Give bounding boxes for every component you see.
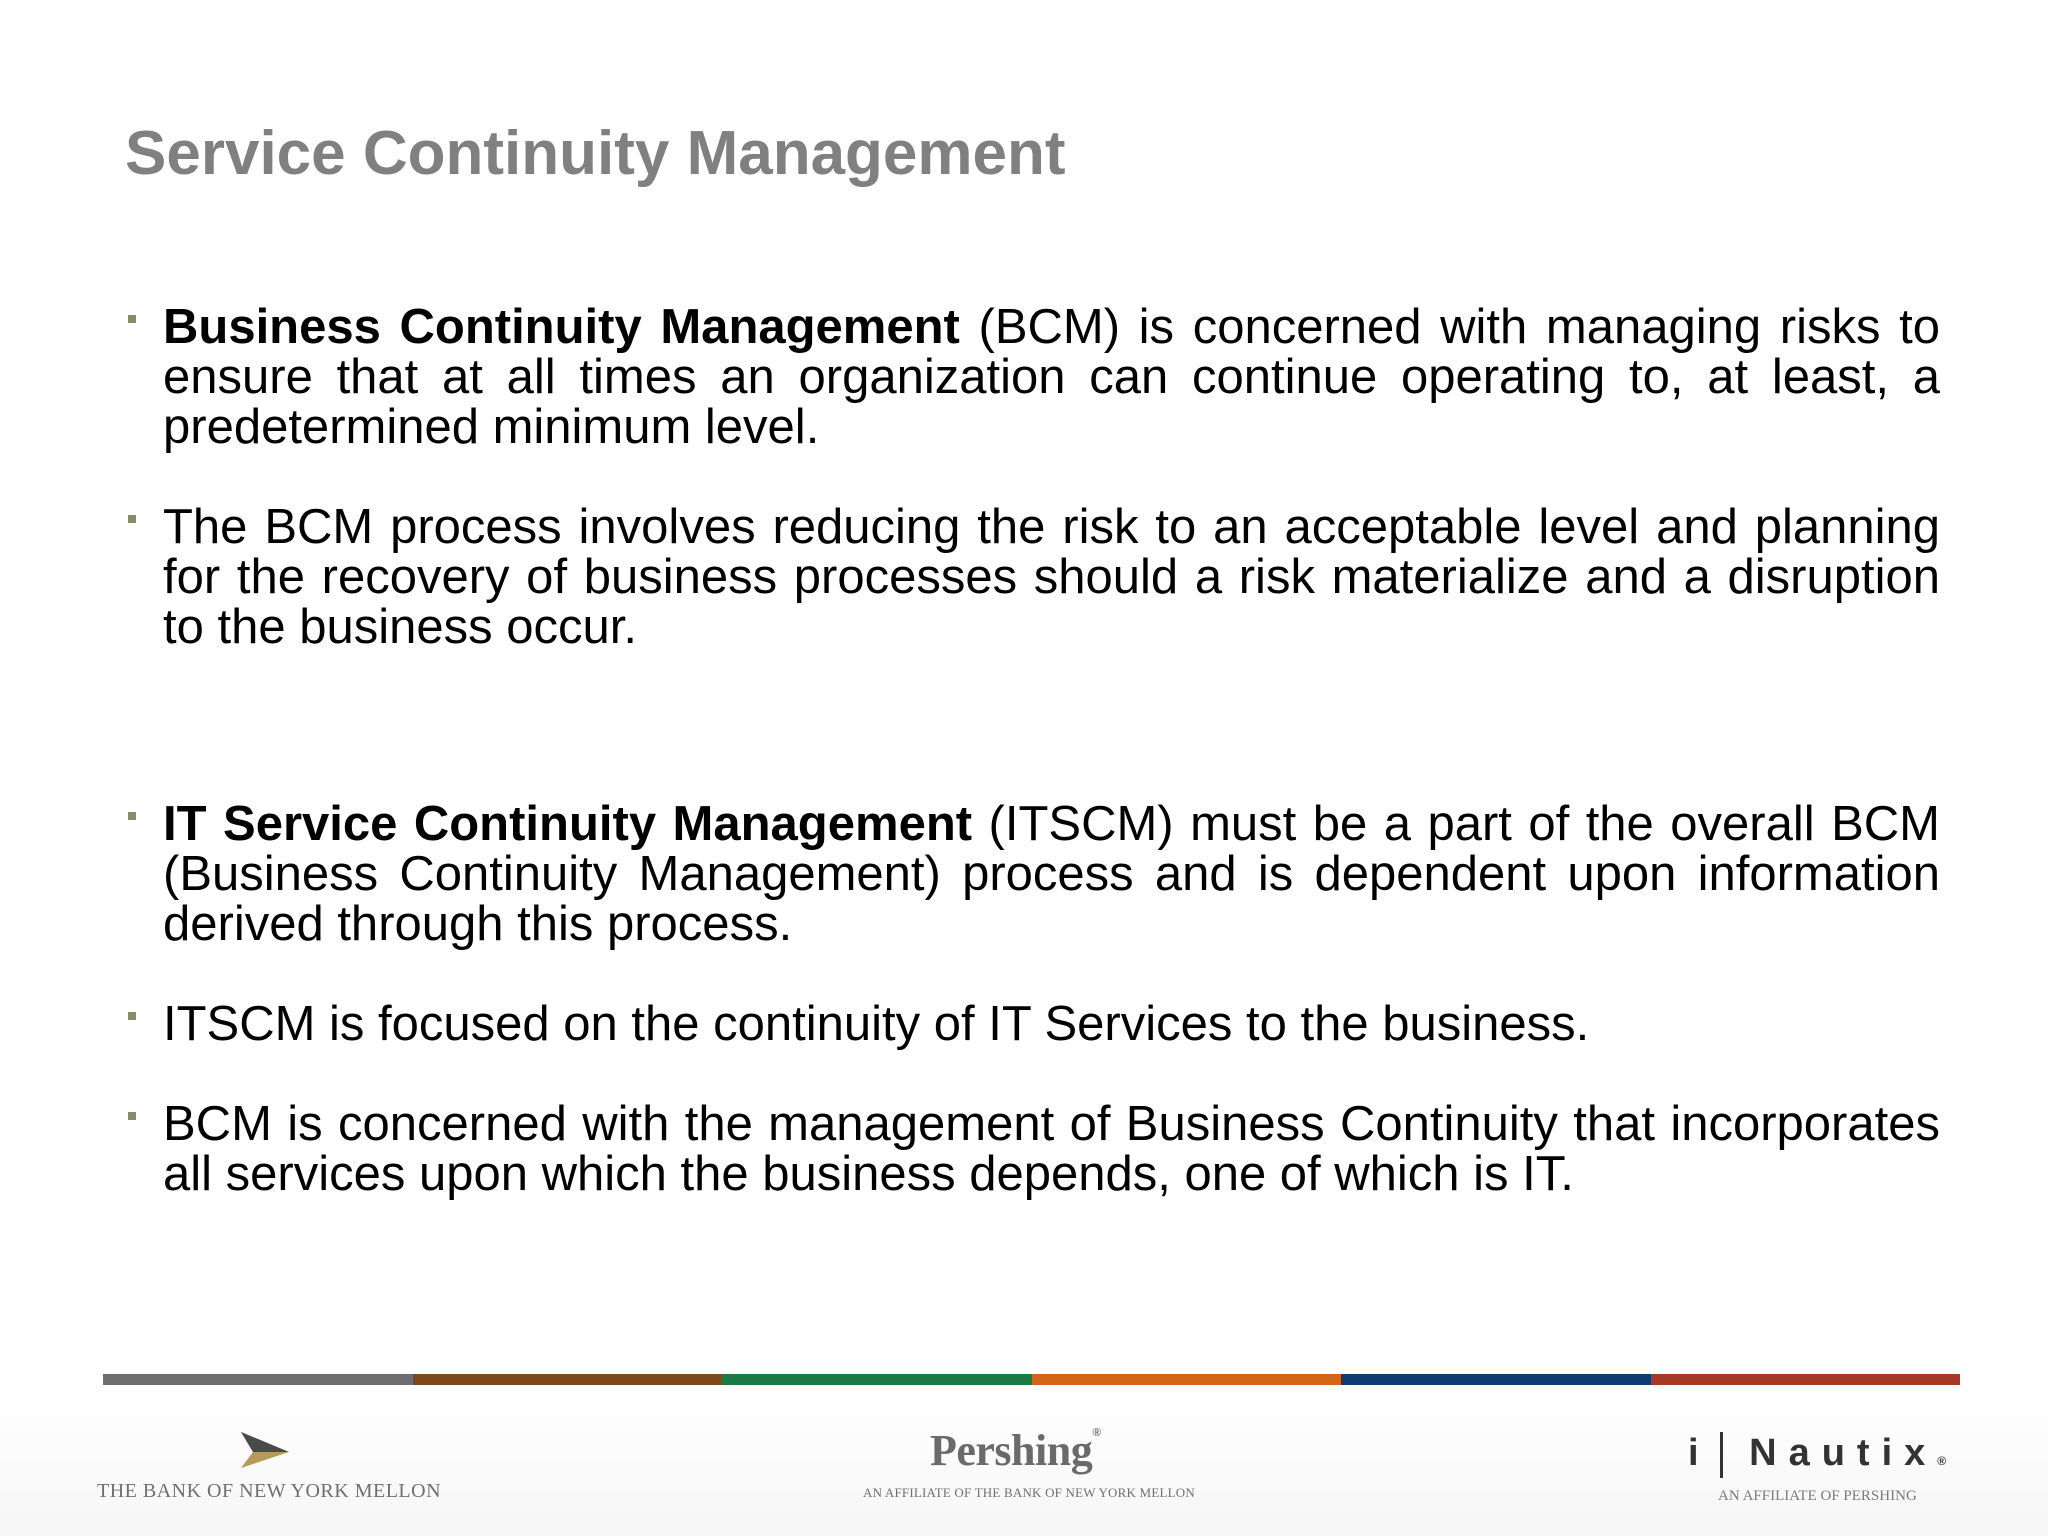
bnym-logo [97,1430,442,1510]
footer-bar-segment [1341,1374,1651,1385]
bnym-arrow-icon [237,1430,293,1470]
inautix-logo [1680,1432,1980,1512]
bullet-square-icon [128,1012,136,1020]
bullet-square-icon [128,515,136,523]
inautix-letter-i: i [1688,1432,1711,1474]
bullet-bold-term: IT Service Continuity Management [163,797,973,851]
footer-bar-segment [103,1374,413,1385]
bullet-item [125,302,1940,452]
bullet-text [163,797,1940,951]
pershing-tagline: AN AFFILIATE OF THE BANK OF NEW YORK MELLON [863,1485,1195,1500]
pershing-logo-text [930,1425,1101,1476]
bullet-group-bcm [125,302,1940,652]
footer-bar-segment [1032,1374,1342,1385]
pershing-logo [860,1425,1200,1515]
bullet-body: The BCM process involves reducing the risk to an acceptable level and planning for the recovery of business processes should a risk materialize and a disruption to the business occur. [163,500,1940,654]
bullet-item [125,999,1940,1049]
footer-color-bar [103,1374,1960,1385]
bullet-square-icon [128,1112,136,1120]
inautix-name: Nautix [1749,1432,1938,1474]
slide-title: Service Continuity Management [125,119,1066,188]
bullet-group-itscm [125,799,1940,1199]
bullet-text [163,300,1940,454]
pershing-registered-mark: ® [1092,1425,1101,1439]
bullet-body: (BCM) is concerned with managing risks to ensure that at all times an organization can continue operating to, at least, a predetermined minimum level. [163,300,1940,454]
footer-bar-segment [1651,1374,1961,1385]
bullet-square-icon [128,315,136,323]
bullet-body: BCM is concerned with the management of Business Continuity that incorporates all services upon which the business depends, one of which is IT. [163,1097,1940,1201]
footer-bar-segment [722,1374,1032,1385]
bullet-item [125,502,1940,652]
pershing-wordmark: Pershing [930,1426,1093,1475]
bullet-body: (ITSCM) must be a part of the overall BCM (Business Continuity Management) process and is dependent upon information derived through this process. [163,797,1940,951]
footer-bar-segment [413,1374,723,1385]
bullet-text [163,997,1589,1051]
inautix-registered-mark: ® [1937,1454,1947,1468]
bullet-text [163,500,1940,654]
inautix-tagline: AN AFFILIATE OF PERSHING [1718,1488,1917,1504]
bullet-bold-term: Business Continuity Management [163,300,960,354]
inautix-wordmark [1688,1432,1946,1475]
bullet-body: ITSCM is focused on the continuity of IT Services to the business. [163,997,1590,1051]
bullet-item [125,1099,1940,1199]
bnym-logo-text: THE BANK OF NEW YORK MELLON [97,1480,442,1502]
bullet-square-icon [128,812,136,820]
bullet-item [125,799,1940,949]
inautix-divider [1720,1432,1723,1478]
bullet-text [163,1097,1940,1201]
